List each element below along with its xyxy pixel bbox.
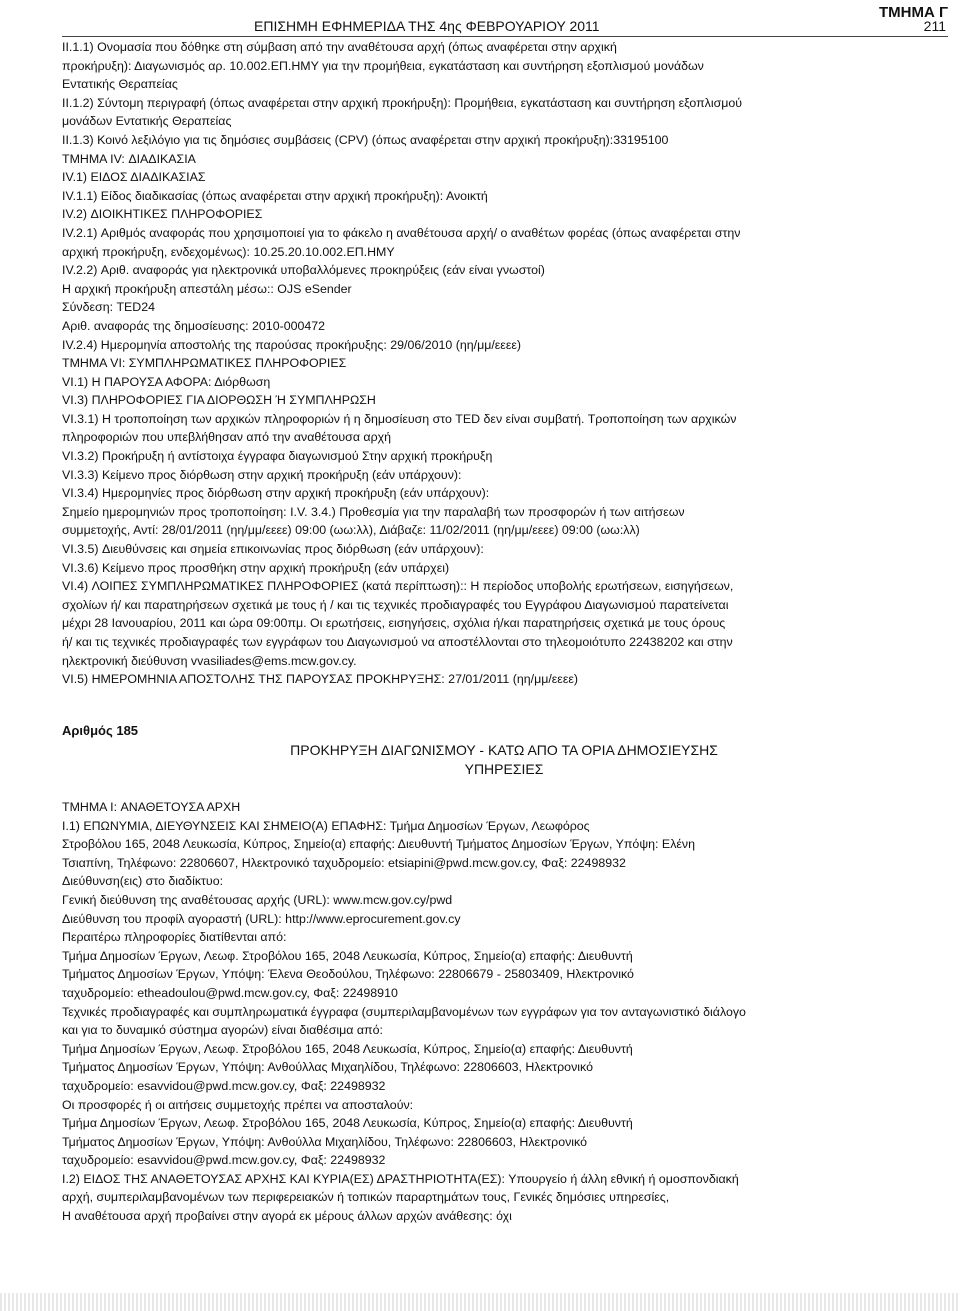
notice-number: Αριθμός 185 xyxy=(62,723,139,738)
text-line: πληροφοριών που υπεβλήθησαν από την αναθέτουσα αρχή xyxy=(62,430,392,445)
text-line: αρχή, συμπεριλαμβανομένων των περιφερειακών ή τοπικών παραρτημάτων τους, Γενικές δημόσιες υπηρεσίες, xyxy=(62,1190,670,1205)
text-line: και για το δυναμικό σύστημα αγορών) είναι διαθέσιμα από: xyxy=(62,1023,383,1038)
text-line: II.1.3) Κοινό λεξιλόγιο για τις δημόσιες συμβάσεις (CPV) (όπως αναφέρεται στην αρχική προκήρυξη):33195100 xyxy=(62,132,669,147)
text-line: VI.4) ΛΟΙΠΕΣ ΣΥΜΠΛΗΡΩΜΑΤΙΚΕΣ ΠΛΗΡΟΦΟΡΙΕΣ (κατά περίπτωση):: Η περίοδος υποβολής ερωτήσεων, εισηγήσεων, xyxy=(62,579,734,594)
text-line: ηλεκτρονική διεύθυνση vvasiliades@ems.mcw.gov.cy. xyxy=(62,653,357,668)
text-line: ταχυδρομείο: esavvidou@pwd.mcw.gov.cy, Φαξ: 22498932 xyxy=(62,1078,386,1093)
text-line: VI.3.2) Προκήρυξη ή αντίστοιχα έγγραφα διαγωνισμού Στην αρχική προκήρυξη xyxy=(62,449,493,464)
text-line: IV.2.2) Αριθ. αναφοράς για ηλεκτρονικά υποβαλλόμενες προκηρύξεις (εάν είναι γνωστοί) xyxy=(62,263,545,278)
text-line: VI.5) ΗΜΕΡΟΜΗΝΙΑ ΑΠΟΣΤΟΛΗΣ ΤΗΣ ΠΑΡΟΥΣΑΣ ΠΡΟΚΗΡΥΞΗΣ: 27/01/2011 (ηη/μμ/εεεε) xyxy=(62,672,579,687)
text-line: συμμετοχής, Αντί: 28/01/2011 (ηη/μμ/εεεε) 09:00 (ωω:λλ), Διάβαζε: 11/02/2011 (ηη/μμ/εεεε) 09:00 (ωω:λλ) xyxy=(62,523,640,538)
page-number: 211 xyxy=(923,18,946,34)
text-line: ΤΜΗΜΑ I: ΑΝΑΘΕΤΟΥΣΑ ΑΡΧΗ xyxy=(62,800,241,814)
text-line: Διεύθυνση του προφίλ αγοραστή (URL): http://www.eprocurement.gov.cy xyxy=(62,911,461,926)
notice-title-line-2: ΥΠΗΡΕΣΙΕΣ xyxy=(464,761,544,777)
text-line: ταχυδρομείο: etheadoulou@pwd.mcw.gov.cy, Φαξ: 22498910 xyxy=(62,985,398,1000)
text-line: Σημείο ημερομηνιών προς τροποποίηση: I.V. 3.4.) Προθεσμία για την παραλαβή των προσφορών ή των αιτήσεων xyxy=(62,504,685,519)
text-line: Περαιτέρω πληροφορίες διατίθενται από: xyxy=(62,930,287,945)
text-line: Αριθ. αναφοράς της δημοσίευσης: 2010-000472 xyxy=(62,318,326,333)
text-line: Τσιαπίνη, Τηλέφωνο: 22806607, Ηλεκτρονικό ταχυδρομείο: etsiapini@pwd.mcw.gov.cy, Φαξ: 22498932 xyxy=(62,855,626,870)
text-line: Τμήματος Δημοσίων Έργων, Υπόψη: Ανθούλλα Μιχαηλίδου, Τηλέφωνο: 22806603, Ηλεκτρονικό xyxy=(62,1134,587,1149)
text-line: VI.3.4) Ημερομηνίες προς διόρθωση στην αρχική προκήρυξη (εάν υπάρχουν): xyxy=(62,486,490,501)
text-line: Οι προσφορές ή οι αιτήσεις συμμετοχής πρέπει να αποσταλούν: xyxy=(62,1097,414,1112)
text-line: ταχυδρομείο: esavvidou@pwd.mcw.gov.cy, Φαξ: 22498932 xyxy=(62,1153,386,1168)
text-line: II.1.1) Ονομασία που δόθηκε στη σύμβαση από την αναθέτουσα αρχή (όπως αναφέρεται στην αρχική xyxy=(62,40,617,54)
text-line: VI.3.1) Η τροποποίηση των αρχικών πληροφοριών ή η δημοσίευση στο TED δεν είναι συμβατή. Τροποποίηση των αρχικών xyxy=(62,411,737,426)
text-line: προκήρυξη): Διαγωνισμός αρ. 10.002.ΕΠ.ΗΜΥ για την προμήθεια, εγκατάσταση και συντήρηση εξοπλισμού μονάδων xyxy=(62,58,704,73)
header-rule xyxy=(62,36,948,37)
text-line: μονάδων Εντατικής Θεραπείας xyxy=(62,114,232,129)
text-line: VI.3.6) Κείμενο προς προσθήκη στην αρχική προκήρυξη (εάν υπάρχει) xyxy=(62,560,450,575)
text-line: Τμήματος Δημοσίων Έργων, Υπόψη: Ανθούλλας Μιχαηλίδου, Τηλέφωνο: 22806603, Ηλεκτρονικό xyxy=(62,1060,593,1075)
gazette-title: ΕΠΙΣΗΜΗ ΕΦΗΜΕΡΙΔΑ ΤΗΣ 4ης ΦΕΒΡΟΥΑΡΙΟΥ 2011 xyxy=(254,18,600,34)
text-line: Τμήμα Δημοσίων Έργων, Λεωφ. Στροβόλου 165, 2048 Λευκωσία, Κύπρος, Σημείο(α) επαφής: Διευθυντή xyxy=(62,1116,633,1131)
scan-noise-strip xyxy=(0,1293,960,1311)
text-line: IV.2.4) Ημερομηνία αποστολής της παρούσας προκήρυξης: 29/06/2010 (ηη/μμ/εεεε) xyxy=(62,337,522,352)
text-line: Διεύθυνση(εις) στο διαδίκτυο: xyxy=(62,874,224,889)
text-line: I.2) ΕΙΔΟΣ ΤΗΣ ΑΝΑΘΕΤΟΥΣΑΣ ΑΡΧΗΣ ΚΑΙ ΚΥΡΙΑ(ΕΣ) ΔΡΑΣΤΗΡΙΟΤΗΤΑ(ΕΣ): Υπουργείο ή άλλη εθνική ή ομοσπονδιακή xyxy=(62,1171,739,1186)
text-line: Τμήμα Δημοσίων Έργων, Λεωφ. Στροβόλου 165, 2048 Λευκωσία, Κύπρος, Σημείο(α) επαφής: Διευθυντή xyxy=(62,1041,633,1056)
text-line: Τμήμα Δημοσίων Έργων, Λεωφ. Στροβόλου 165, 2048 Λευκωσία, Κύπρος, Σημείο(α) επαφής: Διευθυντή xyxy=(62,948,633,963)
text-line: αρχική προκήρυξη, ενδεχομένως): 10.25.20.10.002.ΕΠ.ΗΜΥ xyxy=(62,244,395,259)
text-line: Η αναθέτουσα αρχή προβαίνει στην αγορά εκ μέρους άλλων αρχών ανάθεσης: όχι xyxy=(62,1209,512,1224)
text-line: σχολίων ή/ και παρατηρήσεων σχετικά με τους ή / και τις τεχνικές προδιαγραφές του Εγγράφου Διαγωνισμού παρατείνεται xyxy=(62,597,729,612)
text-line: ή/ και τις τεχνικές προδιαγραφές των εγγράφων του Διαγωνισμού να αποστέλλονται στο τηλεομοιότυπο 22438202 και στην xyxy=(62,635,733,649)
text-line: VI.3.5) Διευθύνσεις και σημεία επικοινωνίας προς διόρθωση (εάν υπάρχουν): xyxy=(62,542,484,557)
text-line: ΤΜΗΜΑ IV: ΔΙΑΔΙΚΑΣΙΑ xyxy=(62,151,196,166)
text-line: Τμήματος Δημοσίων Έργων, Υπόψη: Έλενα Θεοδούλου, Τηλέφωνο: 22806679 - 25803409, Ηλεκτρονικό xyxy=(62,967,634,982)
text-line: Η αρχική προκήρυξη απεστάλη μέσω:: OJS eSender xyxy=(62,281,352,296)
section-label: ΤΜΗΜΑ Γ xyxy=(878,4,948,21)
text-line: VI.3) ΠΛΗΡΟΦΟΡΙΕΣ ΓΙΑ ΔΙΟΡΘΩΣΗ Ή ΣΥΜΠΛΗΡΩΣΗ xyxy=(62,393,376,408)
contract-notice-body xyxy=(62,724,910,1226)
text-line: Σύνδεση: TED24 xyxy=(62,300,156,315)
text-line: IV.2.1) Αριθμός αναφοράς που χρησιμοποιεί για το φάκελο η αναθέτουσα αρχή/ ο αναθέτων φορέας (όπως αναφέρεται στην xyxy=(62,225,741,240)
text-line: Στροβόλου 165, 2048 Λευκωσία, Κύπρος, Σημείο(α) επαφής: Διευθυντή Τμήματος Δημοσίων Έργων, Υπόψη: Ελένη xyxy=(62,837,695,852)
text-line: I.1) ΕΠΩΝΥΜΙΑ, ΔΙΕΥΘΥΝΣΕΙΣ ΚΑΙ ΣΗΜΕΙΟ(Α) ΕΠΑΦΗΣ: Τμήμα Δημοσίων Έργων, Λεωφόρος xyxy=(62,818,590,833)
text-line: IV.2) ΔΙΟΙΚΗΤΙΚΕΣ ΠΛΗΡΟΦΟΡΙΕΣ xyxy=(62,207,263,222)
notice-title-line-1: ΠΡΟΚΗΡΥΞΗ ΔΙΑΓΩΝΙΣΜΟΥ - ΚΑΤΩ ΑΠΟ ΤΑ ΟΡΙΑ ΔΗΜΟΣΙΕΥΣΗΣ xyxy=(290,742,718,758)
text-line: Εντατικής Θεραπείας xyxy=(62,77,178,92)
correction-notice-body xyxy=(62,38,910,689)
text-line: Τεχνικές προδιαγραφές και συμπληρωματικά έγγραφα (συμπεριλαμβανομένων των εγγράφων για τον ανταγωνιστικό διάλογο xyxy=(62,1004,746,1019)
text-line: VI.1) Η ΠΑΡΟΥΣΑ ΑΦΟΡΑ: Διόρθωση xyxy=(62,374,271,389)
text-line: VI.3.3) Κείμενο προς διόρθωση στην αρχική προκήρυξη (εάν υπάρχουν): xyxy=(62,467,462,482)
text-line: μέχρι 28 Ιανουαρίου, 2011 και ώρα 09:00πμ. Οι ερωτήσεις, εισηγήσεις, σχόλια ή/και παρατηρήσεις σχετικά με τους όρους xyxy=(62,616,726,631)
text-line: Γενική διεύθυνση της αναθέτουσας αρχής (URL): www.mcw.gov.cy/pwd xyxy=(62,892,453,907)
text-line: IV.1.1) Είδος διαδικασίας (όπως αναφέρεται στην αρχική προκήρυξη): Ανοικτή xyxy=(62,188,488,203)
text-line: ΤΜΗΜΑ VI: ΣΥΜΠΛΗΡΩΜΑΤΙΚΕΣ ΠΛΗΡΟΦΟΡΙΕΣ xyxy=(62,356,347,371)
text-line: IV.1) ΕΙΔΟΣ ΔΙΑΔΙΚΑΣΙΑΣ xyxy=(62,170,206,185)
text-line: II.1.2) Σύντομη περιγραφή (όπως αναφέρεται στην αρχική προκήρυξη): Προμήθεια, εγκατάσταση και συντήρηση εξοπλισμού xyxy=(62,95,743,110)
